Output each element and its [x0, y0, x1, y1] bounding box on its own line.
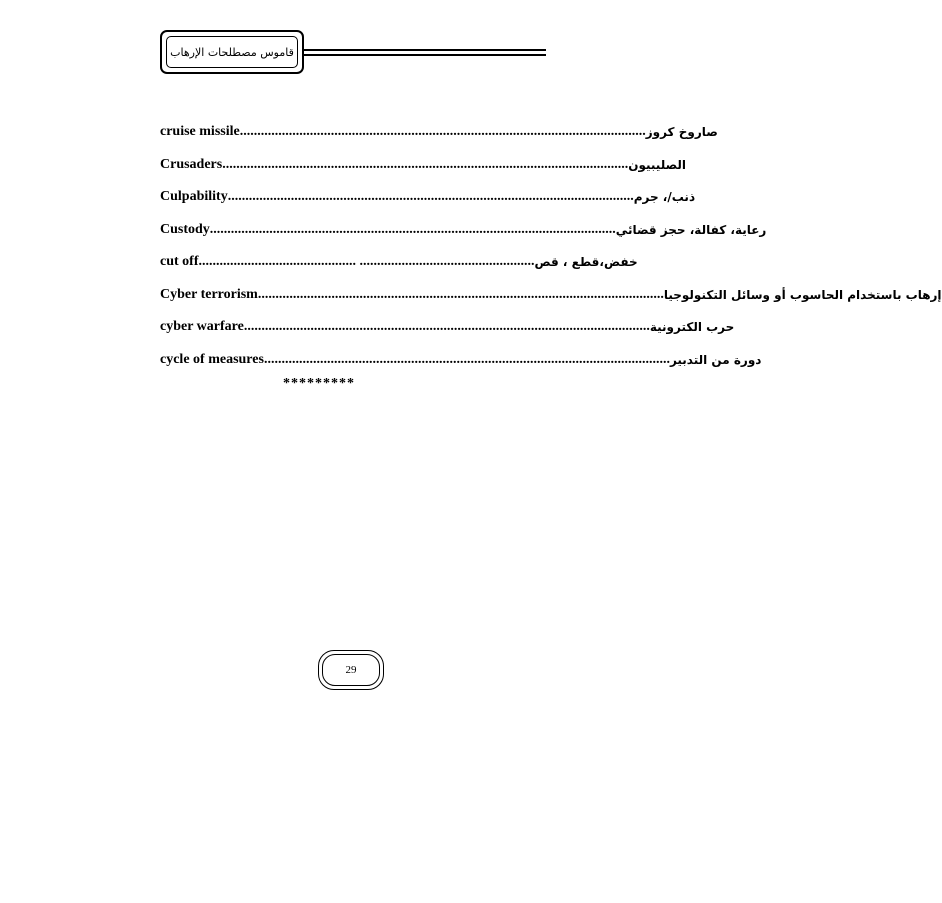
glossary-entry: [160, 344, 762, 377]
entry-translation: ذنب/، جرم: [633, 190, 696, 205]
glossary-entry: [160, 279, 942, 312]
glossary-entry: [160, 181, 696, 214]
glossary-entry: [160, 214, 767, 247]
entry-leader-dots: ............................................. ..................................................: [198, 254, 535, 270]
glossary-entry: [160, 116, 718, 149]
entry-leader-dots: ....................................................................................................................: [263, 351, 670, 367]
entry-translation: دورة من التدبير: [669, 352, 762, 367]
entry-leader-dots: ....................................................................................................................: [209, 221, 616, 237]
entry-translation: الصليبيون: [628, 157, 687, 172]
entry-term: Custody: [160, 221, 210, 237]
entry-translation: صاروخ كروز: [645, 125, 718, 140]
entry-leader-dots: ....................................................................................................................: [222, 156, 629, 172]
section-separator: *********: [283, 376, 355, 391]
entry-leader-dots: ....................................................................................................................: [243, 319, 650, 335]
entry-translation: إرهاب باستخدام الحاسوب أو وسائل التكنولوجيا: [663, 287, 942, 302]
entry-term: Culpability: [160, 189, 228, 205]
glossary-entry: [160, 149, 687, 182]
header-title-box: [160, 30, 304, 74]
header-title: قاموس مصطلحات الإرهاب: [166, 36, 298, 68]
entry-term: Crusaders: [160, 156, 223, 172]
entry-term: cycle of measures: [160, 351, 264, 367]
glossary-entry: [160, 311, 735, 344]
entry-translation: خفض،قطع ، قص: [534, 255, 638, 270]
entry-translation: حرب الكترونية: [649, 320, 735, 335]
entry-term: cyber warfare: [160, 319, 244, 335]
entry-leader-dots: ....................................................................................................................: [257, 286, 664, 302]
entry-term: cruise missile: [160, 124, 240, 140]
entry-leader-dots: ....................................................................................................................: [227, 189, 634, 205]
page-number-box: [318, 650, 384, 690]
entry-leader-dots: ....................................................................................................................: [239, 124, 646, 140]
glossary-entry: [160, 246, 638, 279]
entry-term: Cyber terrorism: [160, 286, 258, 302]
entry-term: cut off: [160, 254, 199, 270]
glossary-entries: [160, 116, 942, 376]
page-number: 29: [322, 654, 380, 686]
entry-translation: رعاية، كفالة، حجز قضائي: [615, 222, 767, 237]
